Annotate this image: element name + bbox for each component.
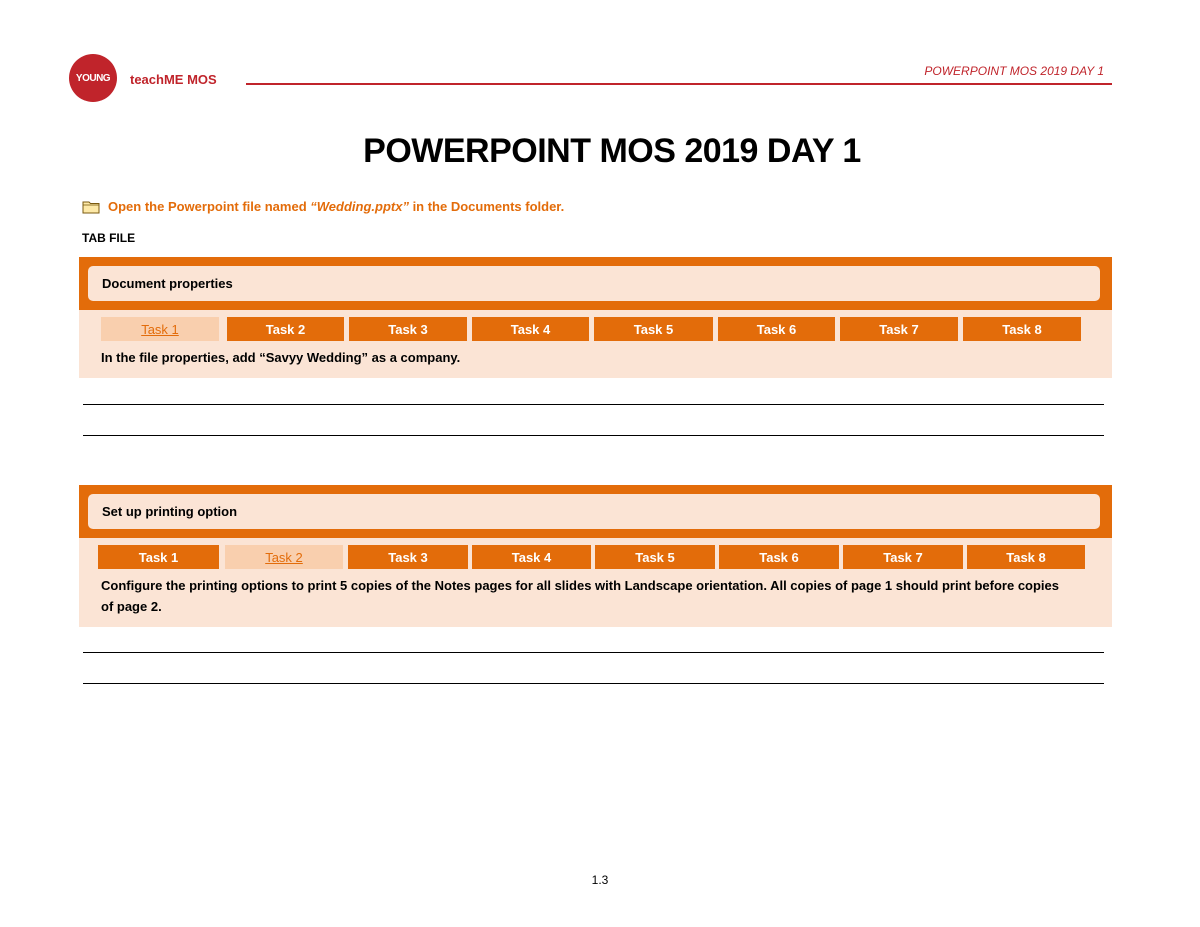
task-tabs xyxy=(79,317,1112,347)
page-title: POWERPOINT MOS 2019 DAY 1 xyxy=(363,132,861,170)
open-file-instruction xyxy=(82,199,564,214)
task-description: In the file properties, add “Savyy Wedding” as a company. xyxy=(101,350,461,365)
answer-line xyxy=(83,435,1104,436)
task-tab-8[interactable]: Task 8 xyxy=(967,545,1085,569)
section-title: Document properties xyxy=(88,266,1100,301)
folder-icon xyxy=(82,200,100,214)
task-tab-7[interactable]: Task 7 xyxy=(840,317,958,341)
task-tab-5[interactable]: Task 5 xyxy=(594,317,713,341)
header-rule xyxy=(246,83,1112,85)
instruction-prefix: Open the Powerpoint file named xyxy=(108,199,311,214)
task-description: Configure the printing options to print 5 copies of the Notes pages for all slides with Landscape orientation. All copies of page 1 should print before copies of page 2. xyxy=(101,578,1060,614)
task-tab-7[interactable]: Task 7 xyxy=(843,545,963,569)
section-band xyxy=(79,257,1112,310)
tab-file-label: TAB FILE xyxy=(82,231,136,245)
task-tabs xyxy=(79,545,1112,575)
task-tab-3[interactable]: Task 3 xyxy=(348,545,468,569)
running-header-title: POWERPOINT MOS 2019 DAY 1 xyxy=(924,64,1104,78)
brand-logo: YOUNG xyxy=(69,54,117,102)
task-tab-2[interactable]: Task 2 xyxy=(227,317,344,341)
task-tab-3[interactable]: Task 3 xyxy=(349,317,467,341)
section-title: Set up printing option xyxy=(88,494,1100,529)
answer-line xyxy=(83,404,1104,405)
task-tab-4[interactable]: Task 4 xyxy=(472,317,589,341)
task-tab-6[interactable]: Task 6 xyxy=(718,317,835,341)
answer-line xyxy=(83,683,1104,684)
answer-line xyxy=(83,652,1104,653)
page-number: 1.3 xyxy=(591,873,609,887)
task-tab-1[interactable]: Task 1 xyxy=(98,545,219,569)
task-tab-6[interactable]: Task 6 xyxy=(719,545,839,569)
brand-name: teachME MOS xyxy=(130,72,217,87)
instruction-suffix: in the Documents folder. xyxy=(408,199,565,214)
task-tab-8[interactable]: Task 8 xyxy=(963,317,1081,341)
task-tab-1[interactable]: Task 1 xyxy=(101,317,219,341)
task-tab-2[interactable]: Task 2 xyxy=(225,545,343,569)
section-printing-option xyxy=(79,485,1112,627)
instruction-filename: “Wedding.pptx” xyxy=(310,199,409,214)
section-document-properties xyxy=(79,257,1112,378)
task-tab-5[interactable]: Task 5 xyxy=(595,545,715,569)
task-tab-4[interactable]: Task 4 xyxy=(472,545,591,569)
section-band xyxy=(79,485,1112,538)
